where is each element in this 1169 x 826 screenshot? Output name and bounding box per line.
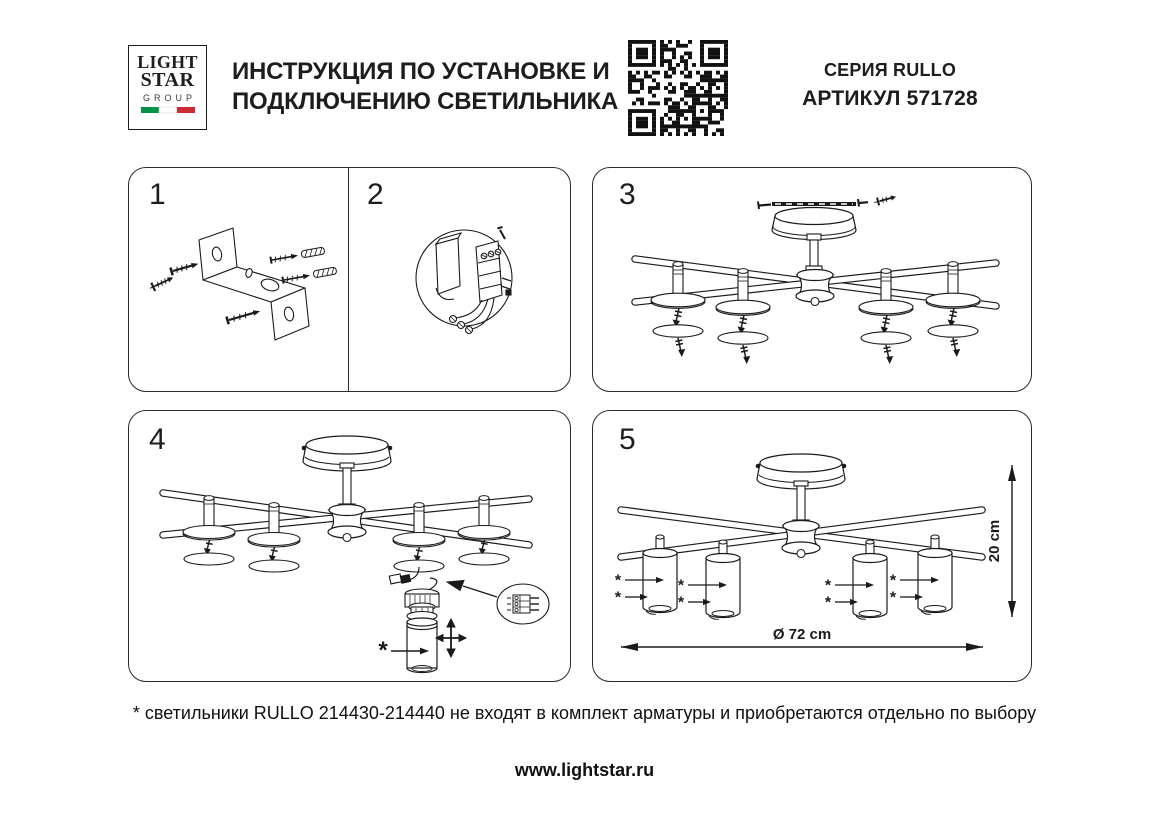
connector: [389, 574, 410, 584]
diameter-dimension-label: Ø 72 cm: [772, 626, 832, 643]
series-label: СЕРИЯ RULLO: [823, 60, 957, 80]
step-3-panel: [592, 167, 1032, 392]
lamp-shade: [853, 540, 887, 619]
lamp-holder: [651, 262, 705, 357]
ceiling-bar: [758, 193, 896, 209]
lamp-unit: [389, 567, 439, 673]
article-label: АРТИКУЛ 571728: [802, 87, 978, 110]
wiring-detail: [416, 227, 512, 334]
logo-word-star: STAR: [140, 69, 195, 91]
footnote: * светильники RULLO 214430-214440 не входят в комплект арматуры и приобретаются отдельно по выбору: [132, 703, 1037, 723]
step-4-panel: [128, 410, 571, 682]
shade: [407, 618, 437, 673]
step-5-panel: [592, 410, 1032, 682]
logo-word-group: GROUP: [142, 93, 196, 103]
socket: [405, 589, 439, 621]
dowel-right-lower: [313, 267, 337, 278]
step-number-2: 2: [367, 178, 384, 211]
step-number-1: 1: [149, 178, 166, 211]
dowel-right-upper: [301, 247, 325, 258]
height-dimension: [986, 465, 1016, 617]
hub: [796, 270, 834, 306]
hub: [328, 505, 366, 542]
logo-word-light: LIGHT: [137, 52, 198, 72]
page-title: [232, 57, 618, 116]
asterisk-marker: *: [378, 637, 388, 664]
product-id-block: [760, 60, 1020, 111]
step-number-4: 4: [149, 423, 166, 456]
page-title-line2: ПОДКЛЮЧЕНИЮ СВЕТИЛЬНИКА: [232, 87, 619, 115]
chandelier-frame-drawing: [593, 168, 1030, 390]
diameter-dimension: [621, 626, 983, 651]
assembled-chandelier-drawing: [593, 411, 1030, 680]
mounting-bracket: [199, 228, 309, 340]
panel-divider: [348, 168, 349, 391]
lamp-holder: [859, 269, 913, 364]
lamp-holder: [716, 269, 770, 364]
shade-attachment-drawing: [129, 411, 569, 680]
move-icon: [436, 619, 466, 657]
step-1-2-panel: [128, 167, 571, 392]
hub: [782, 521, 820, 558]
screw-left: [170, 260, 198, 275]
stem: [806, 234, 822, 272]
screw-right-upper: [270, 252, 297, 263]
page-title-line1: ИНСТРУКЦИЯ ПО УСТАНОВКЕ И: [232, 58, 610, 85]
terminal-detail: [447, 581, 549, 625]
screw-icon: [873, 193, 896, 206]
website: www.lightstar.ru: [514, 760, 655, 780]
step-number-5: 5: [619, 423, 636, 456]
lamp-holder: [183, 496, 235, 565]
lamp-shade: [706, 540, 740, 619]
lightstar-logo: [128, 45, 207, 130]
lamp-holder: [926, 262, 980, 357]
screw-bottom: [226, 308, 259, 325]
step-number-3: 3: [619, 178, 636, 211]
italy-flag-icon: [141, 107, 195, 113]
screw-icon: [148, 274, 174, 293]
qr-code: [628, 40, 728, 141]
height-dimension-label: 20 cm: [986, 519, 1003, 563]
